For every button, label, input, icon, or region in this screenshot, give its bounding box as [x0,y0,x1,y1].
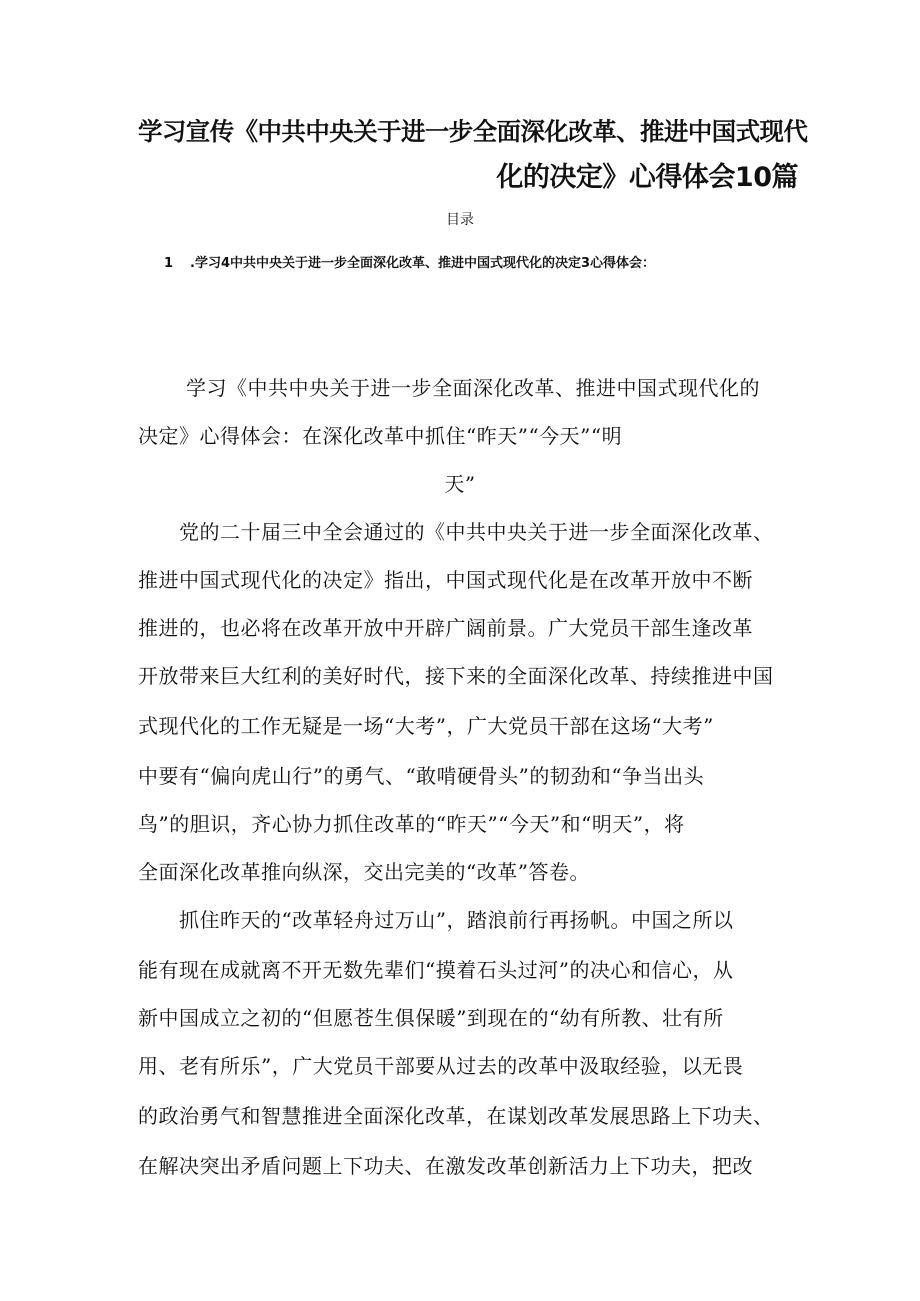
paragraph-1-line: 全面深化改革推向纵深，交出完美的“改革”答卷。 [138,860,590,884]
paragraph-2-line: 的政治勇气和智慧推进全面深化改革，在谋划改革发展思路上下功夫、 [138,1104,774,1128]
paragraph-1-line: 中要有“偏向虎山行”的勇气、“敢啃硬骨头”的韧劲和“争当出头 [138,764,705,788]
paragraph-2-line: 新中国成立之初的“但愿苍生俱保暖”到现在的“幼有所教、壮有所 [138,1006,724,1030]
paragraph-2-line: 在解决突出矛盾问题上下功夫、在激发改革创新活力上下功夫，把改 [138,1154,753,1178]
toc-entry-text: .学习4中共中央关于进一步全面深化改革、推进中国式现代化的决定3心得体会： [190,256,656,271]
paragraph-1-line: 开放带来巨大红利的美好时代，接下来的全面深化改革、持续推进中国 [138,664,774,688]
toc-heading: 目录 [446,212,474,228]
paragraph-2-line: 能有现在成就离不开无数先辈们“摸着石头过河”的决心和信心，从 [138,958,734,982]
toc-entry[interactable] [164,256,655,272]
paragraph-1-line: 推进的，也必将在改革开放中开辟广阔前景。广大党员干部生逢改革 [138,616,753,640]
document-title-line-1: 学习宣传《中共中央关于进一步全面深化改革、推进中国式现代 [138,117,808,146]
document-title-line-2: 化的决定》心得体会10篇 [496,162,798,193]
paragraph-1-line: 党的二十届三中全会通过的《中共中央关于进一步全面深化改革、 [138,520,774,544]
toc-entry-number: 1 [164,256,174,271]
paragraph-2-line: 用、老有所乐”，广大党员干部要从过去的改革中汲取经验，以无畏 [138,1054,744,1078]
article-subtitle-line-3: 天” [444,472,476,496]
paragraph-1-line: 推进中国式现代化的决定》指出，中国式现代化是在改革开放中不断 [138,568,753,592]
paragraph-1-line: 鸟”的胆识，齐心协力抓住改革的“昨天”“今天”和“明天”，将 [138,812,685,836]
paragraph-2-line: 抓住昨天的“改革轻舟过万山”，踏浪前行再扬帆。中国之所以 [138,908,734,932]
article-subtitle-line-2: 决定》心得体会：在深化改革中抓住“昨天”“今天”“明 [138,424,623,448]
paragraph-1-line: 式现代化的工作无疑是一场“大考”，广大党员干部在这场“大考” [138,714,714,738]
article-subtitle-line-1: 学习《中共中央关于进一步全面深化改革、推进中国式现代化的 [186,376,760,400]
